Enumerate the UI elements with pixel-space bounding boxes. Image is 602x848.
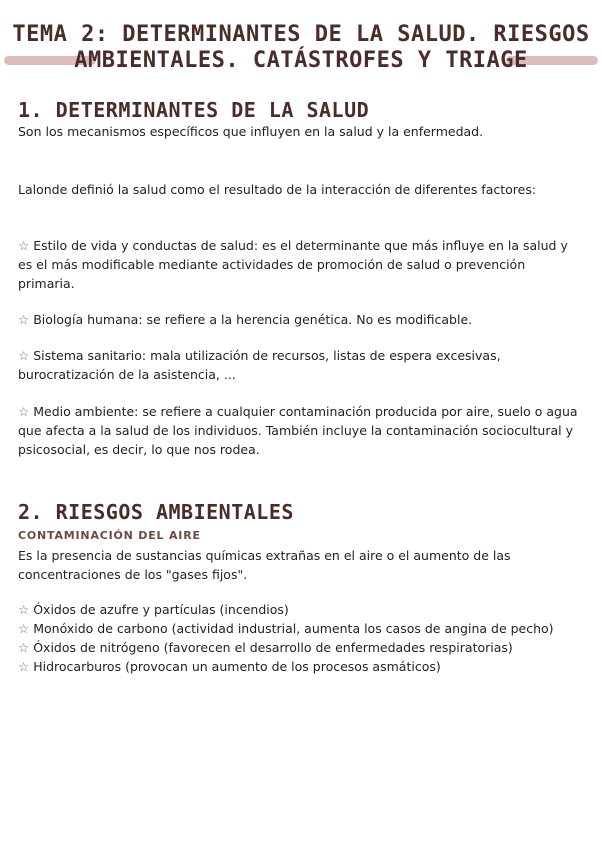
factor-item: [18, 402, 584, 459]
subheading-contaminacion: CONTAMINACIÓN DEL AIRE: [18, 529, 201, 542]
lalonde-paragraph: Lalonde definió la salud como el resultado de la interacción de diferentes factores:: [18, 182, 537, 197]
pollutant-list: [18, 600, 584, 676]
star-icon: ☆: [18, 404, 30, 419]
list-item-text: Hidrocarburos (provocan un aumento de los procesos asmáticos): [33, 659, 441, 674]
list-item-text: Óxidos de azufre y partículas (incendios): [33, 602, 289, 617]
star-icon: ☆: [18, 602, 30, 617]
list-item-text: Monóxido de carbono (actividad industrial, aumenta los casos de angina de pecho): [33, 621, 554, 636]
list-item: [18, 657, 584, 676]
list-item: [18, 638, 584, 657]
section-heading-riesgos: 2. RIESGOS AMBIENTALES: [18, 500, 294, 524]
factor-item: [18, 346, 584, 384]
list-item: [18, 619, 584, 638]
star-icon: ☆: [18, 348, 30, 363]
star-icon: ☆: [18, 640, 30, 655]
star-icon: ☆: [18, 621, 30, 636]
definition-paragraph: Son los mecanismos específicos que influyen en la salud y la enfermedad.: [18, 124, 484, 139]
star-icon: ☆: [18, 312, 30, 327]
factor-text: Biología humana: se refiere a la herencia genética. No es modificable.: [33, 312, 473, 327]
air-definition-paragraph: Es la presencia de sustancias químicas extrañas en el aire o el aumento de las concentraciones de los "gases fijos".: [18, 548, 511, 582]
section-heading-determinantes: 1. DETERMINANTES DE LA SALUD: [18, 98, 370, 122]
star-icon: ☆: [18, 659, 30, 674]
factor-item: [18, 236, 584, 293]
factor-text: Medio ambiente: se refiere a cualquier contaminación producida por aire, suelo o agua que afecta a la salud de los individuos. También incluye la contaminación sociocultural y psicosocial, es decir, lo que nos rodea.: [18, 404, 578, 457]
list-item-text: Óxidos de nitrógeno (favorecen el desarrollo de enfermedades respiratorias): [33, 640, 513, 655]
factor-text: Sistema sanitario: mala utilización de recursos, listas de espera excesivas, burocratización de la asistencia, ...: [18, 348, 501, 382]
page-title-line-2: AMBIENTALES. CATÁSTROFES Y TRIAGE: [74, 48, 528, 73]
factor-item: [18, 310, 584, 329]
star-icon: ☆: [18, 238, 30, 253]
list-item: [18, 600, 584, 619]
factor-text: Estilo de vida y conductas de salud: es el determinante que más influye en la salud y es el más modificable mediante actividades de promoción de salud o prevención primaria.: [18, 238, 568, 291]
page-title-line-1: TEMA 2: DETERMINANTES DE LA SALUD. RIESGOS: [12, 22, 590, 47]
